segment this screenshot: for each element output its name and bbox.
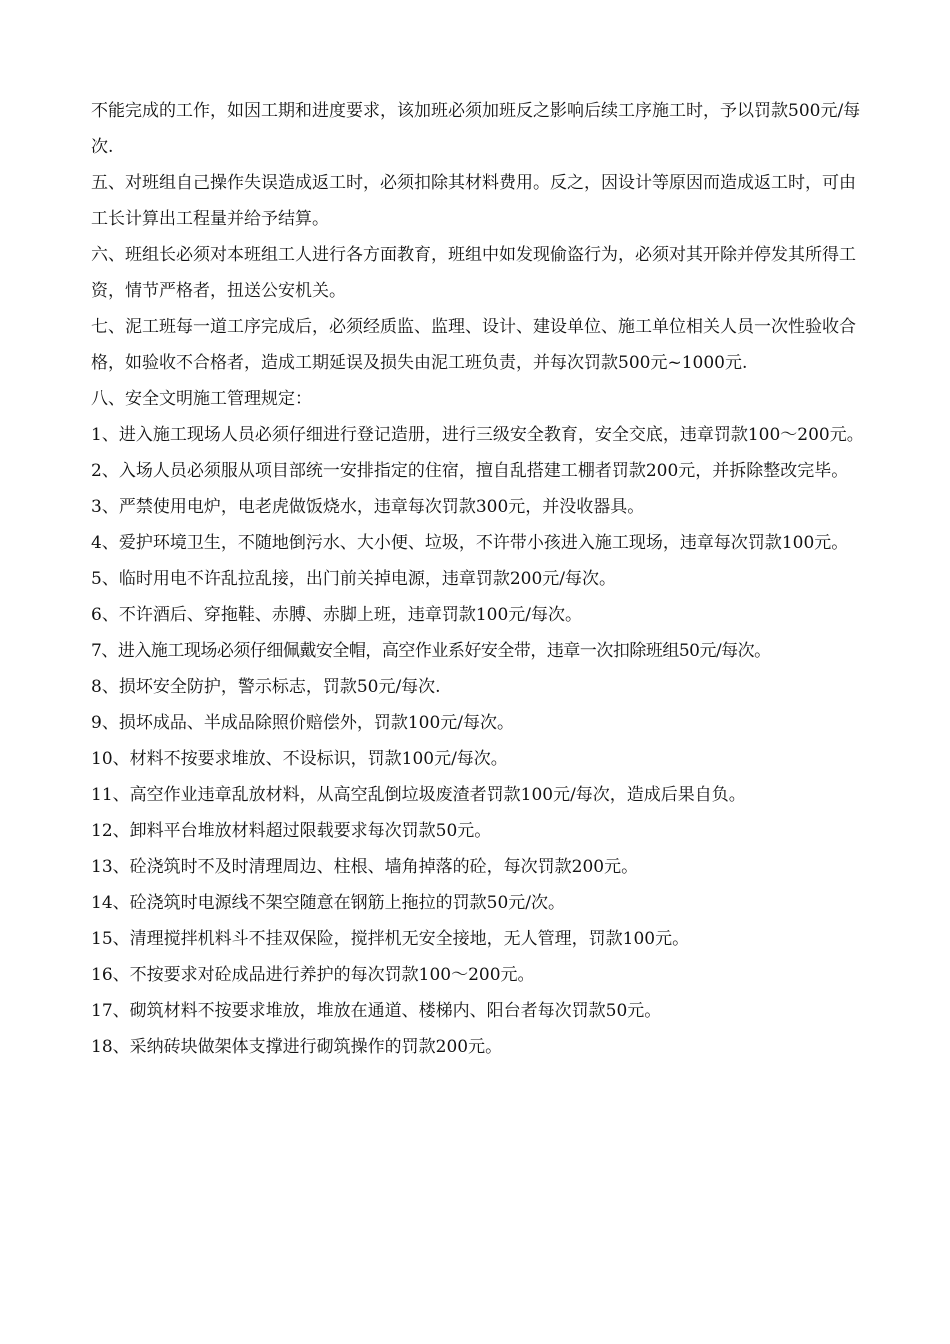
safety-item-15: 15、清理搅拌机料斗不挂双保险，搅拌机无安全接地，无人管理，罚款100元。 [91,929,690,949]
safety-item-10: 10、材料不按要求堆放、不设标识，罚款100元/每次。 [91,749,508,769]
paragraph-rule-6: 六、班组长必须对本班组工人进行各方面教育，班组中如发现偷盗行为，必须对其开除并停发其所得工资，情节严格者，扭送公安机关。 [91,245,856,301]
safety-item-9: 9、损坏成品、半成品除照价赔偿外，罚款100元/每次。 [91,713,514,733]
safety-item-8: 8、损坏安全防护，警示标志，罚款50元/每次. [91,677,441,697]
safety-item-5: 5、临时用电不许乱拉乱接，出门前关掉电源，违章罚款200元/每次。 [91,569,616,589]
paragraph-rule-7: 七、泥工班每一道工序完成后，必须经质监、监理、设计、建设单位、施工单位相关人员一次性验收合格，如验收不合格者，造成工期延误及损失由泥工班负责，并每次罚款500元~1000元. [91,317,856,373]
document-body [91,93,871,1065]
section-heading-safety: 八、安全文明施工管理规定： [91,389,312,409]
paragraph-overtime-continued: 不能完成的工作，如因工期和进度要求，该加班必须加班反之影响后续工序施工时，予以罚款500元/每次. [91,101,861,157]
safety-item-2: 2、入场人员必须服从项目部统一安排指定的住宿，擅自乱搭建工棚者罚款200元，并拆除整改完毕。 [91,461,849,481]
safety-item-14: 14、砼浇筑时电源线不架空随意在钢筋上拖拉的罚款50元/次。 [91,893,565,913]
safety-item-18: 18、采纳砖块做架体支撑进行砌筑操作的罚款200元。 [91,1037,503,1057]
safety-item-11: 11、高空作业违章乱放材料，从高空乱倒垃圾废渣者罚款100元/每次，造成后果自负。 [91,785,746,805]
safety-item-17: 17、砌筑材料不按要求堆放，堆放在通道、楼梯内、阳台者每次罚款50元。 [91,1001,662,1021]
safety-item-4: 4、爱护环境卫生，不随地倒污水、大小便、垃圾，不许带小孩进入施工现场，违章每次罚款100元。 [91,533,849,553]
safety-item-13: 13、砼浇筑时不及时清理周边、柱根、墙角掉落的砼，每次罚款200元。 [91,857,639,877]
safety-item-12: 12、卸料平台堆放材料超过限载要求每次罚款50元。 [91,821,492,841]
safety-item-6: 6、不许酒后、穿拖鞋、赤膊、赤脚上班，违章罚款100元/每次。 [91,605,582,625]
safety-item-7: 7、进入施工现场必须仔细佩戴安全帽，高空作业系好安全带，违章一次扣除班组50元/每次。 [91,641,771,661]
safety-item-3: 3、严禁使用电炉，电老虎做饭烧水，违章每次罚款300元，并没收器具。 [91,497,645,517]
paragraph-rule-5: 五、对班组自己操作失误造成返工时，必须扣除其材料费用。反之，因设计等原因而造成返工时，可由工长计算出工程量并给予结算。 [91,173,856,229]
safety-item-1: 1、进入施工现场人员必须仔细进行登记造册，进行三级安全教育，安全交底，违章罚款100～200元。 [91,425,864,445]
safety-item-16: 16、不按要求对砼成品进行养护的每次罚款100～200元。 [91,965,535,985]
